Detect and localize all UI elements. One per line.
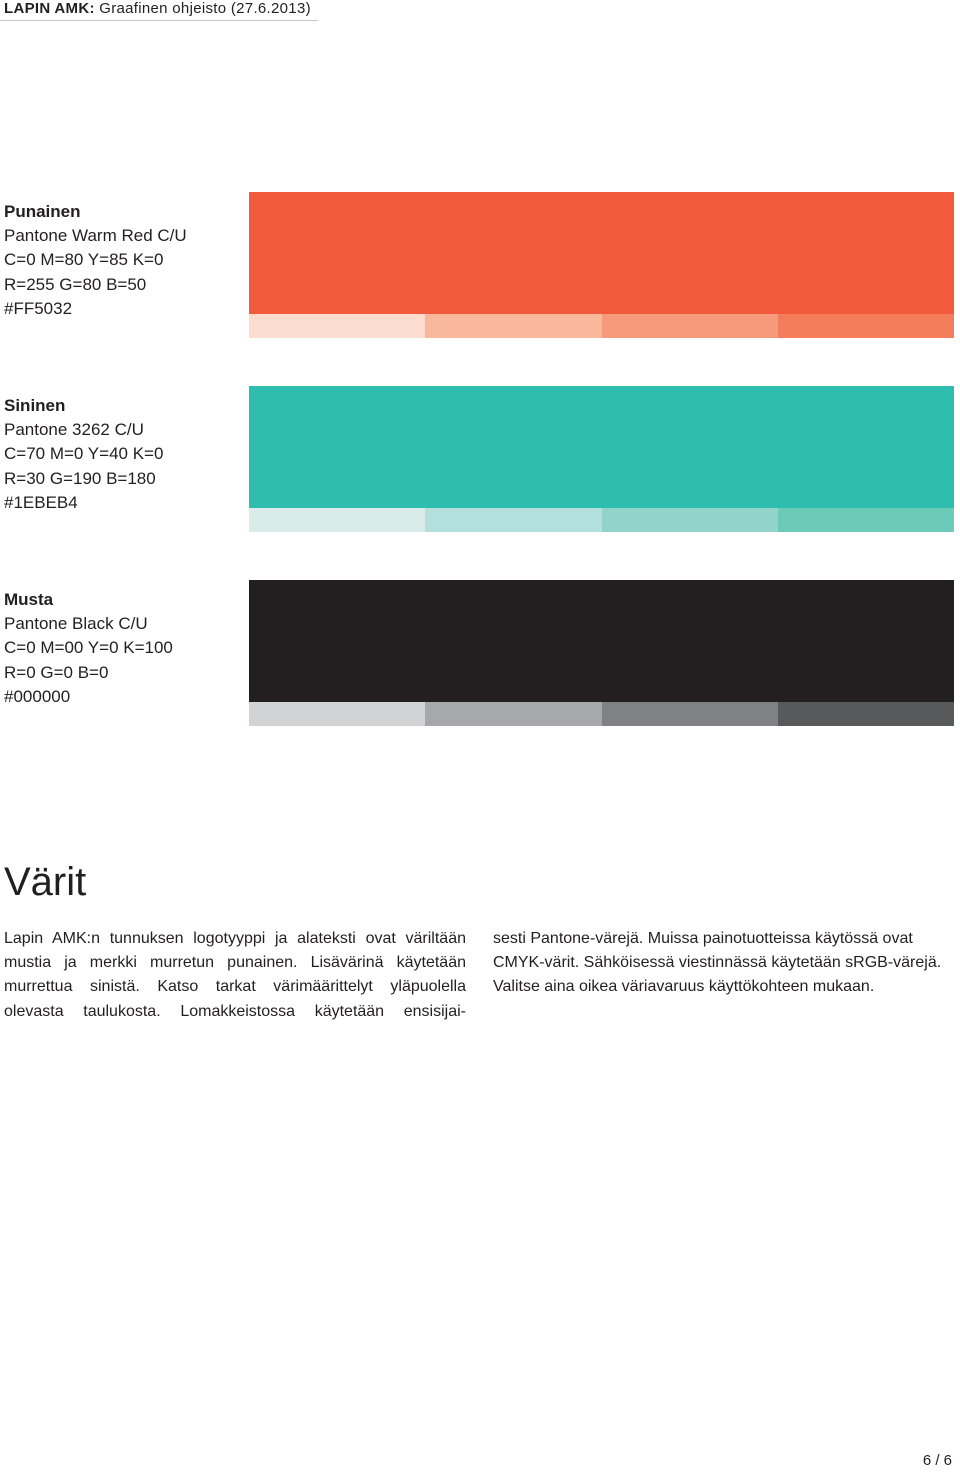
color-swatch: [249, 386, 954, 508]
color-rgb: R=0 G=0 B=0: [4, 662, 109, 682]
color-pantone: Pantone Black C/U: [4, 614, 148, 634]
tint-swatch: [425, 314, 601, 338]
tint-swatch: [249, 702, 425, 726]
color-pantone: Pantone Warm Red C/U: [4, 226, 187, 246]
tint-row: [249, 314, 954, 338]
body-line: mustia ja merkki murretun punainen. Lisävärinä käytetään: [4, 954, 466, 972]
color-rgb: R=255 G=80 B=50: [4, 274, 147, 294]
color-cmyk: C=0 M=00 Y=0 K=100: [4, 638, 173, 658]
tint-row: [249, 702, 954, 726]
tint-row: [249, 508, 954, 532]
color-cmyk: C=0 M=80 Y=85 K=0: [4, 250, 164, 270]
color-spec: [4, 200, 234, 321]
body-line: olevasta taulukosta. Lomakkeistossa käytetään ensisijai-: [4, 1002, 466, 1020]
tint-swatch: [249, 314, 425, 338]
body-text-column-left: [4, 927, 466, 1024]
color-pantone: Pantone 3262 C/U: [4, 420, 144, 440]
tint-swatch: [602, 702, 778, 726]
tint-swatch: [778, 702, 954, 726]
body-text-column-right: [493, 927, 957, 1000]
body-line: sesti Pantone-värejä. Muissa painotuotteissa käytössä ovat: [493, 930, 913, 947]
tint-swatch: [778, 314, 954, 338]
body-line: Valitse aina oikea väriavaruus käyttökohteen mukaan.: [493, 978, 875, 996]
color-name: Musta: [4, 590, 54, 609]
color-spec: [4, 394, 234, 515]
tint-swatch: [249, 508, 425, 532]
section-title: Värit: [4, 860, 87, 904]
header-subtitle: Graafinen ohjeisto (27.6.2013): [99, 0, 311, 17]
color-name: Sininen: [4, 396, 66, 415]
tint-swatch: [425, 702, 601, 726]
body-line: murrettua sinistä. Katso tarkat värimäärittelyt yläpuolella: [4, 978, 466, 996]
color-spec: [4, 588, 234, 709]
color-hex: #000000: [4, 686, 71, 706]
color-cmyk: C=70 M=0 Y=40 K=0: [4, 444, 164, 464]
tint-swatch: [602, 508, 778, 532]
color-block-musta: [0, 580, 960, 726]
header-divider: [0, 20, 318, 21]
tint-swatch: [425, 508, 601, 532]
document-header: [4, 0, 704, 20]
page-number: 6 / 6: [922, 1452, 952, 1469]
color-swatch: [249, 580, 954, 702]
body-line: Lapin AMK:n tunnuksen logotyyppi ja alateksti ovat väriltään: [4, 930, 466, 947]
color-rgb: R=30 G=190 B=180: [4, 468, 156, 488]
color-block-punainen: [0, 192, 960, 338]
tint-swatch: [602, 314, 778, 338]
body-line: CMYK-värit. Sähköisessä viestinnässä käytetään sRGB-värejä.: [493, 954, 942, 972]
color-hex: #FF5032: [4, 298, 73, 318]
color-block-sininen: [0, 386, 960, 532]
color-hex: #1EBEB4: [4, 492, 78, 512]
color-swatch: [249, 192, 954, 314]
header-brand: LAPIN AMK:: [4, 0, 95, 17]
tint-swatch: [778, 508, 954, 532]
color-name: Punainen: [4, 202, 81, 221]
